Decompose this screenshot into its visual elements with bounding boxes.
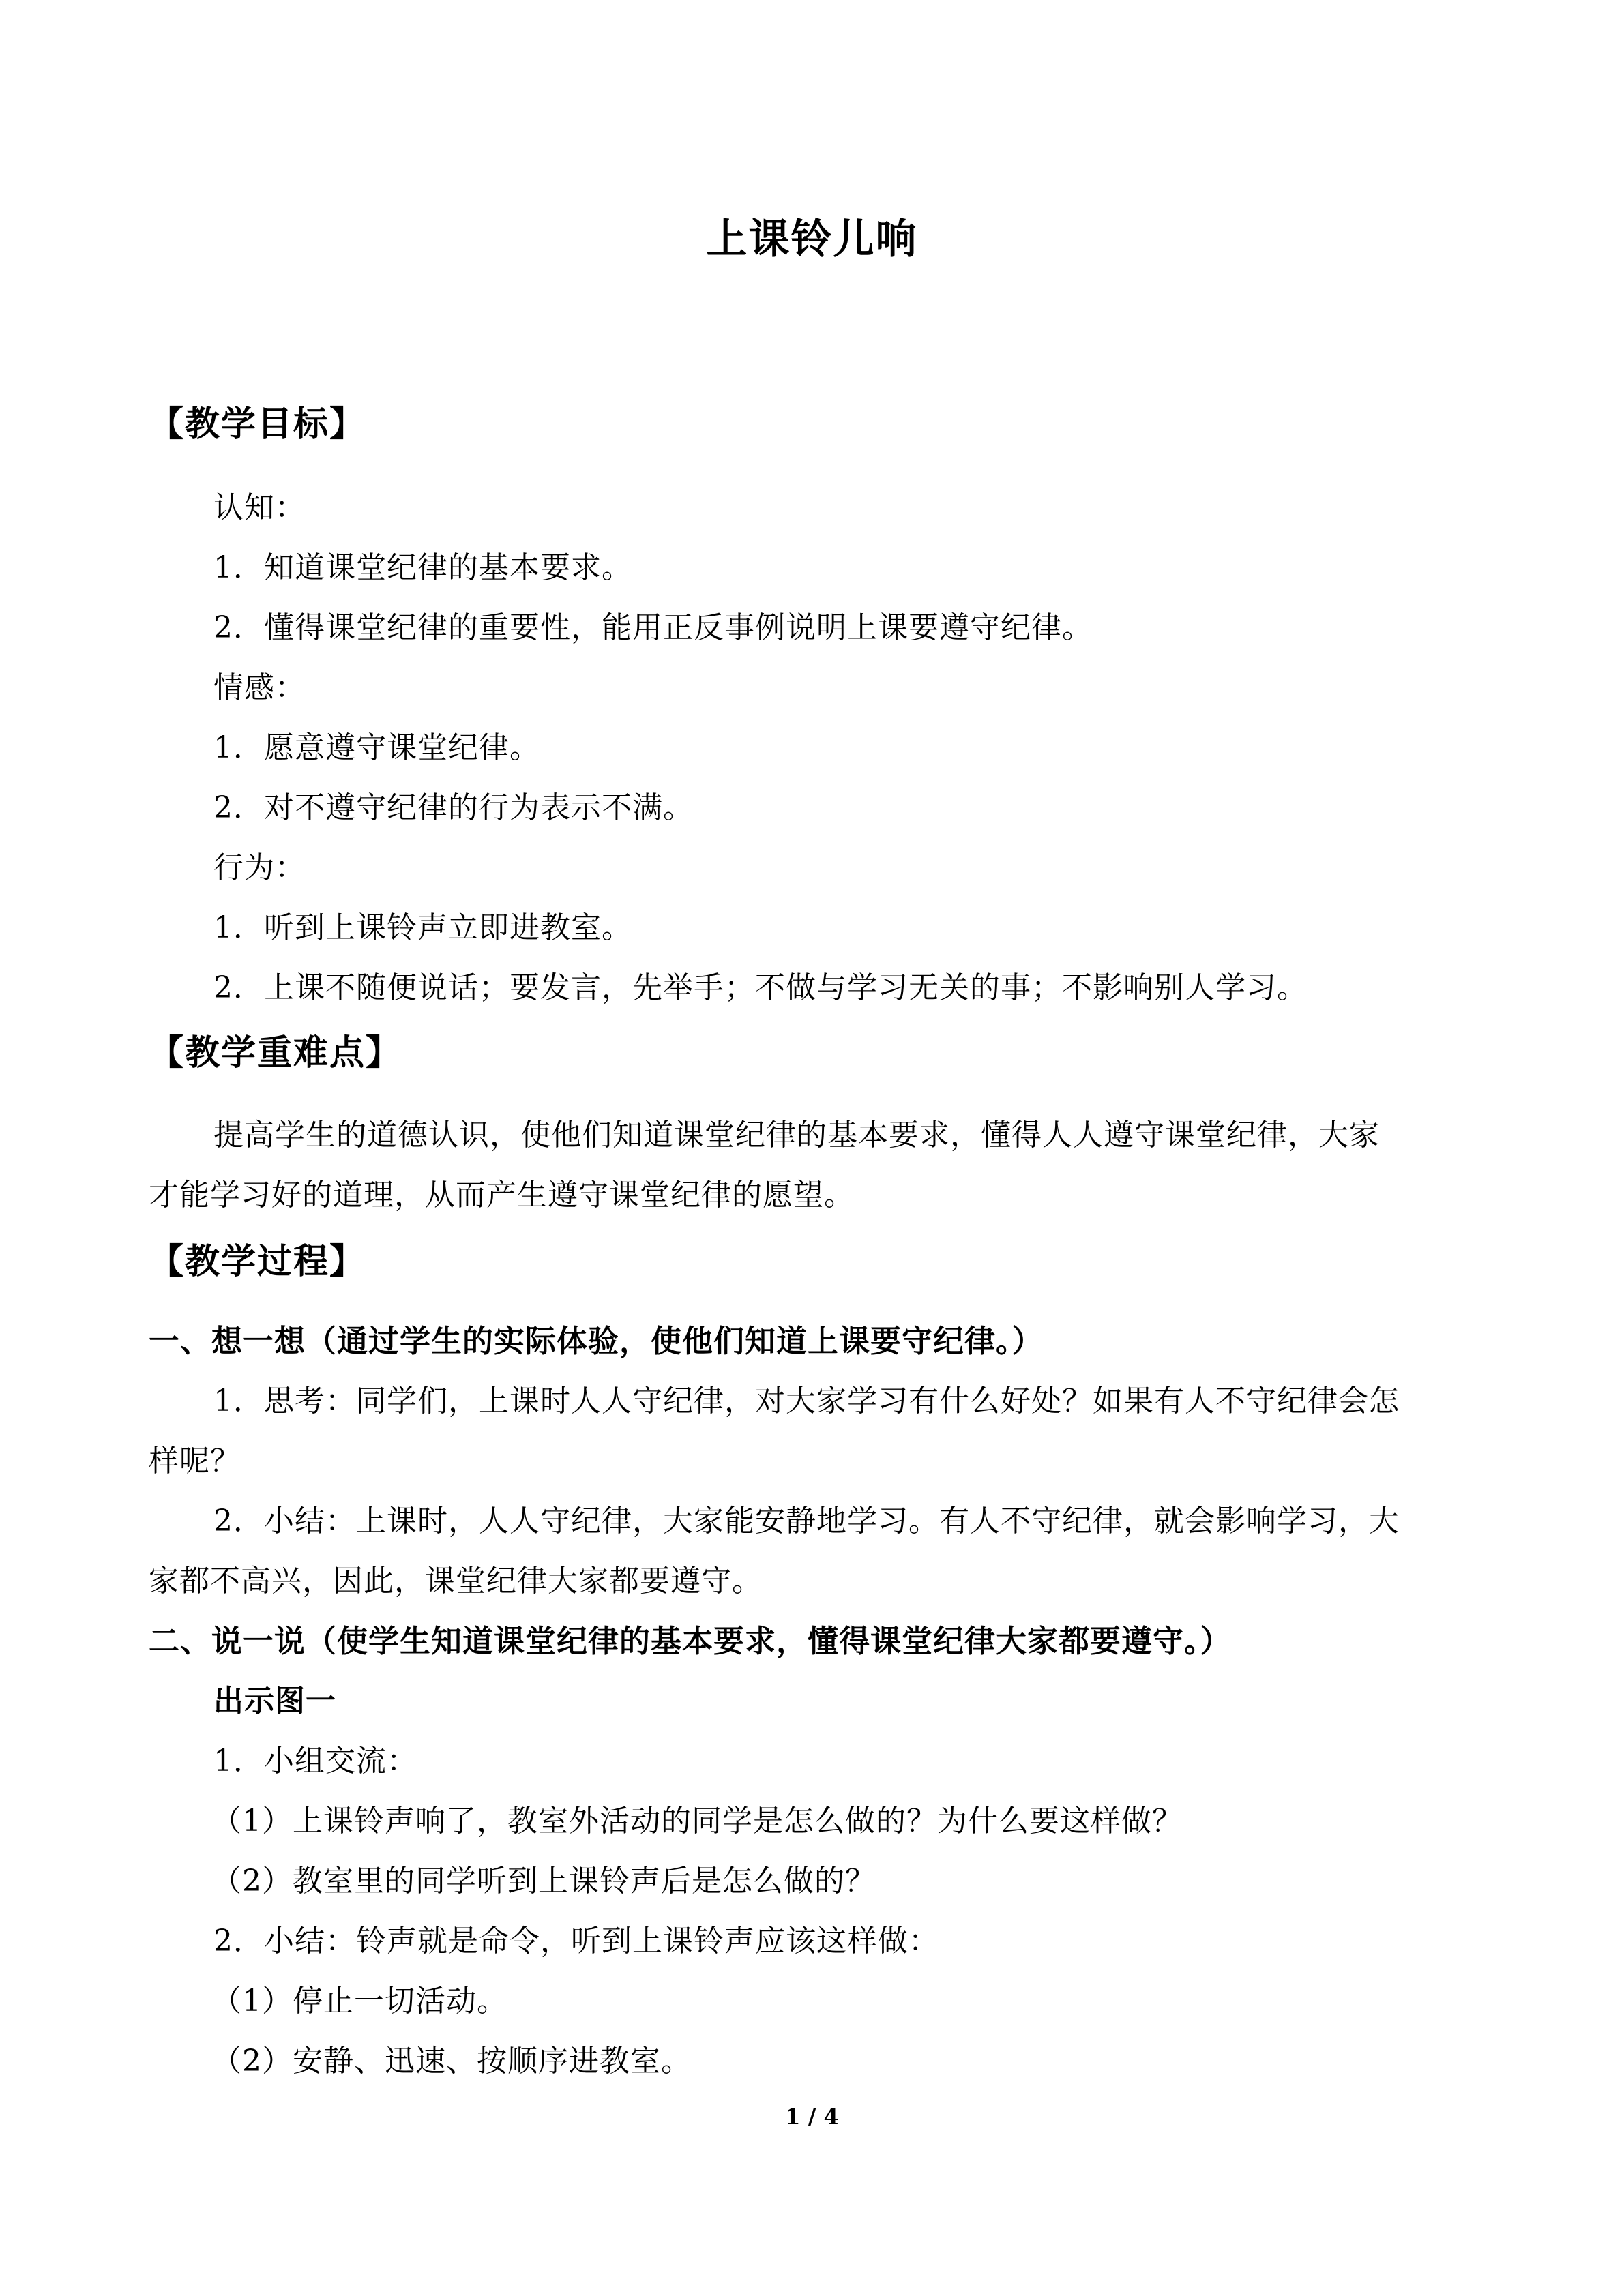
part-2-title: 二、说一说（使学生知道课堂纪律的基本要求，懂得课堂纪律大家都要遵守。）	[149, 1623, 1232, 1659]
part-2-item-2-answer-2: （2）安静、迅速、按顺序进教室。	[211, 2044, 692, 2078]
emotion-item-1: 1．愿意遵守课堂纪律。	[213, 730, 540, 765]
page-number: 1 / 4	[785, 2104, 839, 2130]
part-1-item-1-line-2: 样呢？	[149, 1444, 241, 1478]
behavior-item-1: 1．听到上课铃声立即进教室。	[213, 910, 632, 945]
document-title: 上课铃儿响	[706, 215, 918, 263]
part-2-item-1-question-1: （1）上课铃声响了，教室外活动的同学是怎么做的？为什么要这样做？	[211, 1804, 1183, 1838]
behavior-item-2: 2．上课不随便说话；要发言，先举手；不做与学习无关的事；不影响别人学习。	[213, 970, 1308, 1005]
part-2-item-1: 1．小组交流：	[213, 1744, 417, 1778]
key-points-line-1: 提高学生的道德认识，使他们知道课堂纪律的基本要求，懂得人人遵守课堂纪律，大家	[213, 1118, 1380, 1152]
part-2-item-2: 2．小结：铃声就是命令，听到上课铃声应该这样做：	[213, 1924, 939, 1958]
part-1-item-1-line-1: 1．思考：同学们，上课时人人守纪律，对大家学习有什么好处？如果有人不守纪律会怎	[213, 1384, 1400, 1418]
section-heading-goals: 【教学目标】	[149, 404, 366, 445]
section-heading-key-points: 【教学重难点】	[149, 1033, 402, 1073]
key-points-line-2: 才能学习好的道理，从而产生遵守课堂纪律的愿望。	[149, 1178, 855, 1212]
emotion-label: 情感：	[213, 670, 306, 705]
part-2-item-1-question-2: （2）教室里的同学听到上课铃声后是怎么做的？	[211, 1864, 876, 1898]
part-1-item-2-line-1: 2．小结：上课时，人人守纪律，大家能安静地学习。有人不守纪律，就会影响学习，大	[213, 1504, 1400, 1538]
cognition-item-1: 1．知道课堂纪律的基本要求。	[213, 550, 632, 585]
cognition-item-2: 2．懂得课堂纪律的重要性，能用正反事例说明上课要遵守纪律。	[213, 610, 1093, 645]
show-figure-label: 出示图一	[213, 1684, 336, 1718]
behavior-label: 行为：	[213, 850, 306, 885]
part-1-item-2-line-2: 家都不高兴，因此，课堂纪律大家都要遵守。	[149, 1564, 763, 1598]
cognition-label: 认知：	[213, 490, 306, 525]
part-1-title: 一、想一想（通过学生的实际体验，使他们知道上课要守纪律。）	[149, 1323, 1044, 1359]
section-heading-process: 【教学过程】	[149, 1242, 366, 1282]
emotion-item-2: 2．对不遵守纪律的行为表示不满。	[213, 790, 694, 825]
part-2-item-2-answer-1: （1）停止一切活动。	[211, 1984, 507, 2018]
